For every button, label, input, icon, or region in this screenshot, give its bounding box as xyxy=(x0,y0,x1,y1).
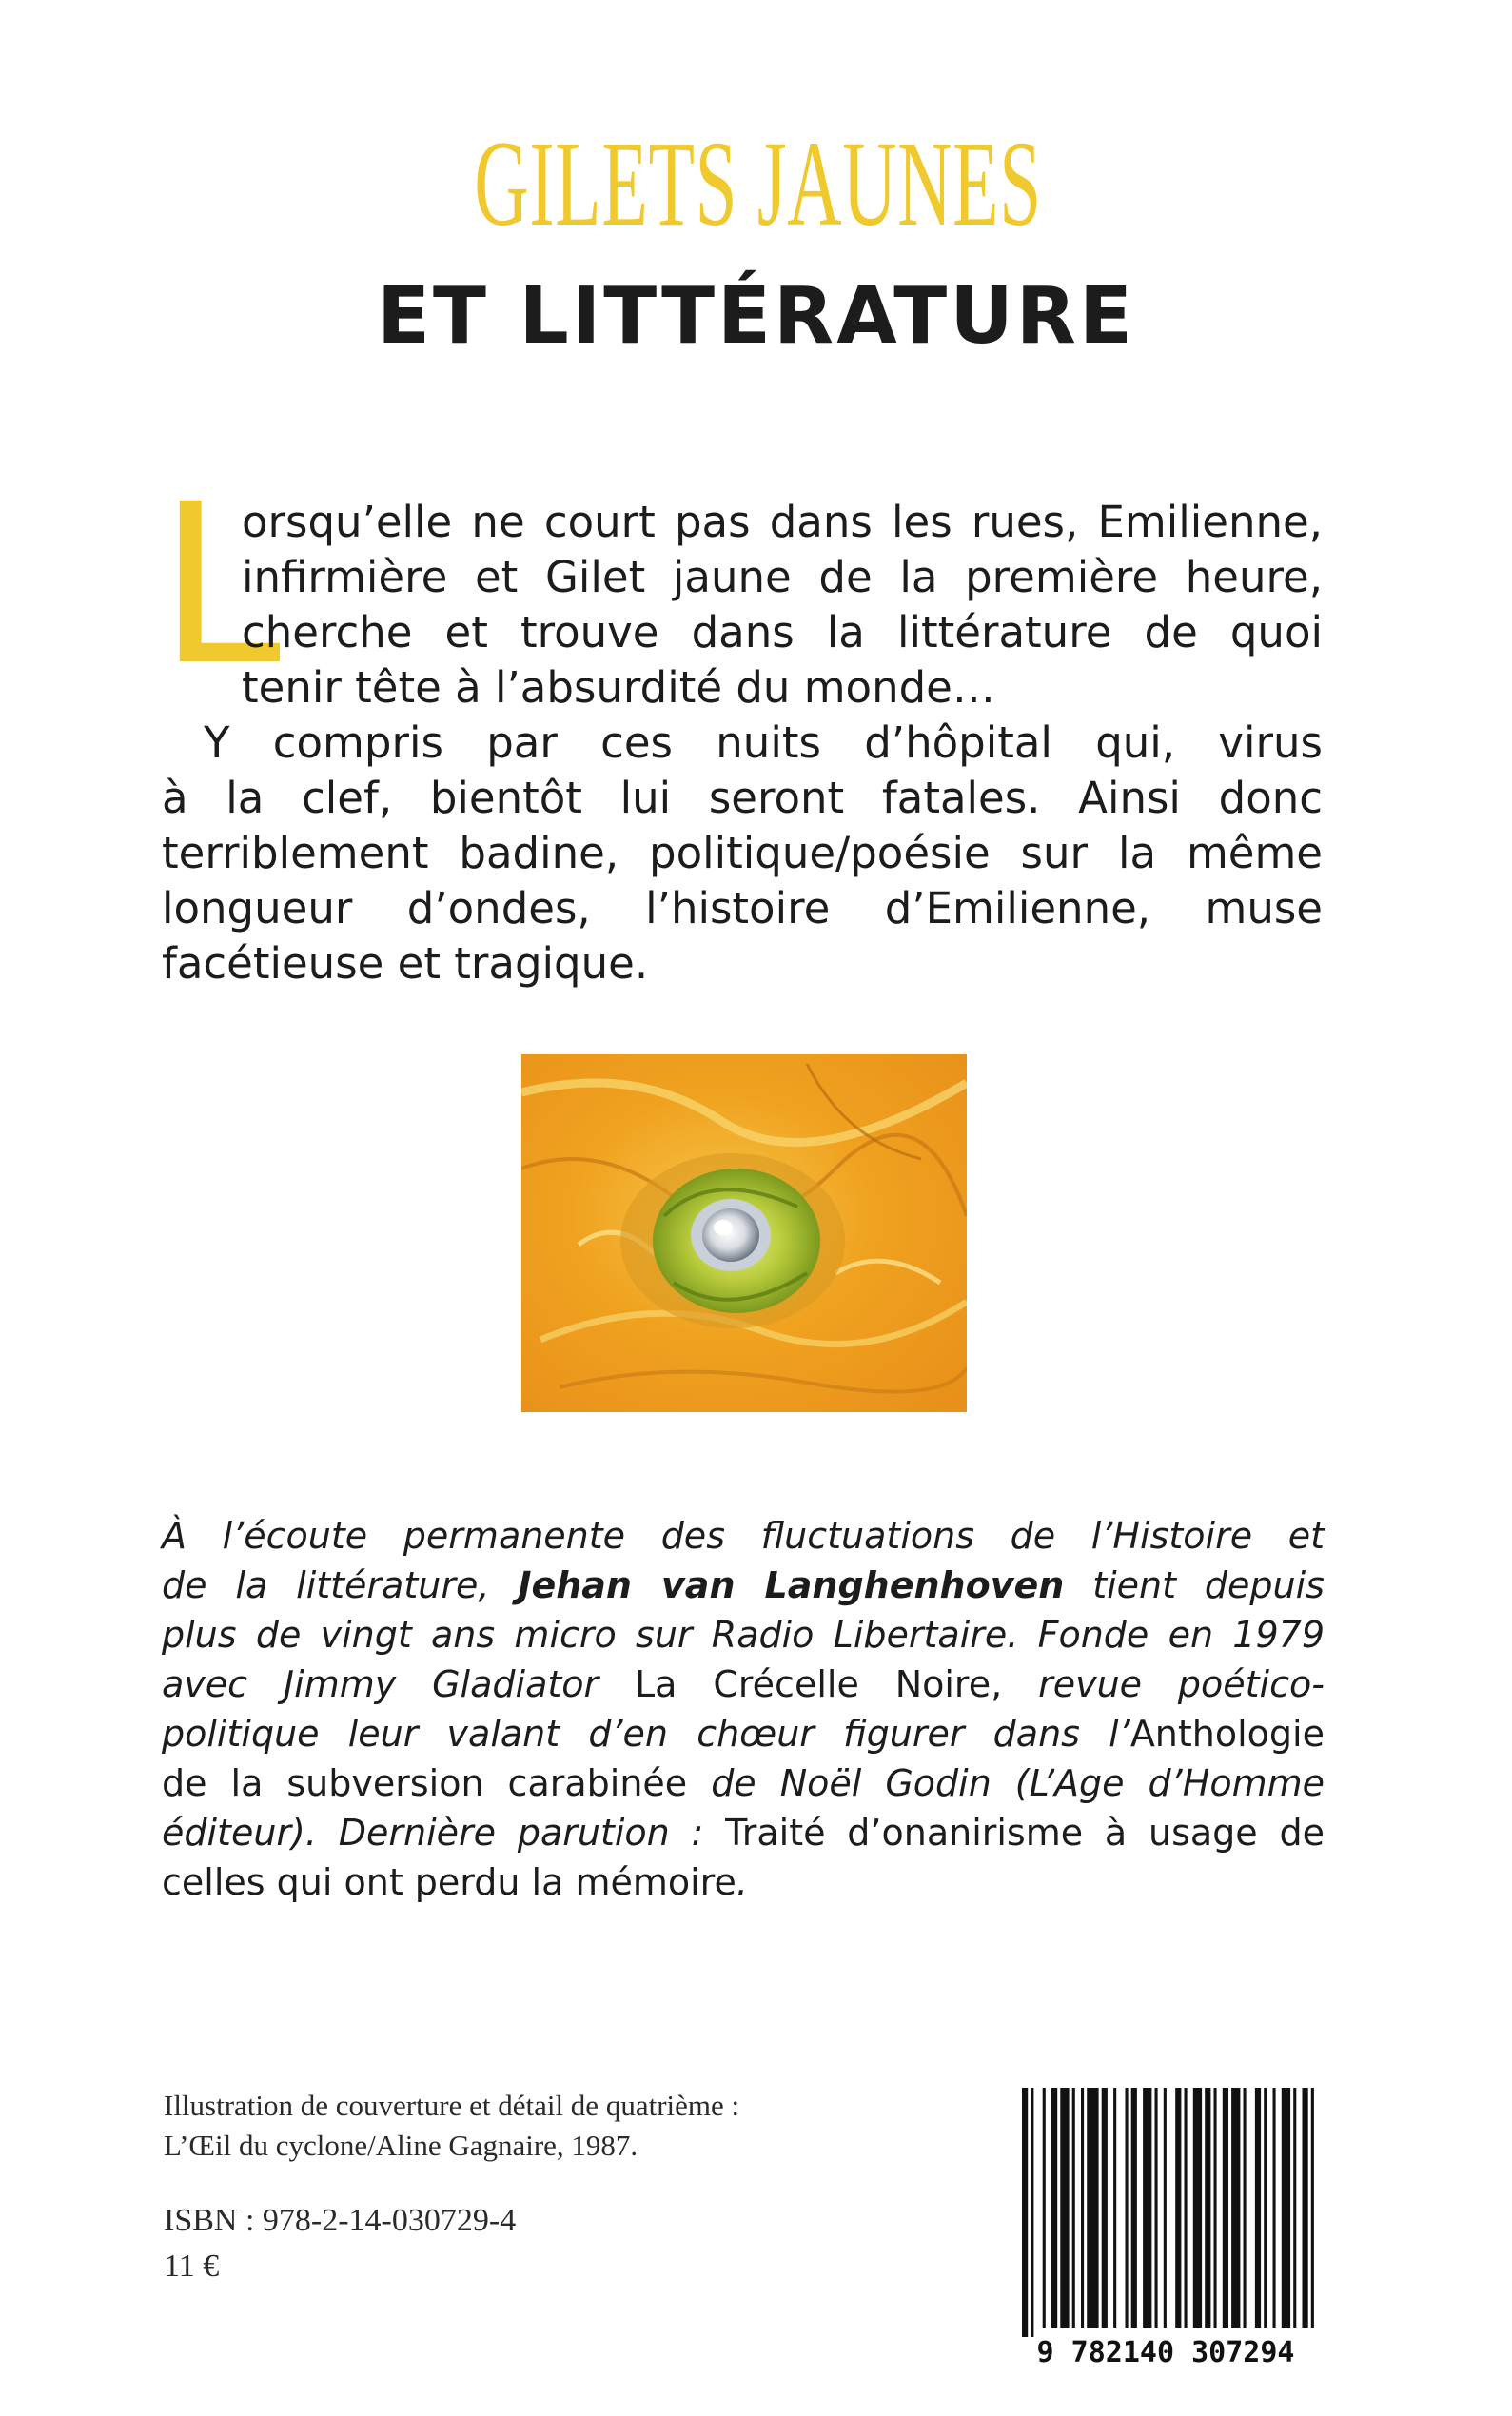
bio-line xyxy=(162,1808,1325,1857)
bio-text: plus de vingt ans micro sur Radio Libertaire. Fonde en 1979 xyxy=(162,1614,1325,1656)
isbn-number: ISBN : 978-2-14-030729-4 xyxy=(164,2203,517,2238)
author-name: Jehan van Langhenhoven xyxy=(518,1564,1065,1606)
barcode-bar xyxy=(1164,2088,1167,2328)
barcode xyxy=(1009,2084,1323,2369)
bio-line xyxy=(162,1610,1325,1660)
bio-work-title: Traité d’onanirisme à usage de xyxy=(725,1812,1325,1854)
barcode-bar xyxy=(1051,2088,1057,2328)
bio-text: À l’écoute permanente des fluctuations de l’Histoire et xyxy=(162,1515,1325,1557)
bio-text: de Noël Godin (L’Age d’Homme xyxy=(711,1762,1325,1804)
drop-cap: L xyxy=(158,457,282,714)
bio-text: avec Jimmy Gladiator xyxy=(162,1663,599,1705)
barcode-bar xyxy=(1081,2088,1084,2328)
barcode-bar xyxy=(1303,2088,1308,2328)
bio-text: revue poético- xyxy=(1038,1663,1325,1705)
blurb-paragraph-1 xyxy=(158,457,1323,716)
blurb-line: infirmière et Gilet jaune de la première heure, xyxy=(242,552,1323,602)
bio-line xyxy=(162,1758,1325,1808)
barcode-bars xyxy=(1022,2088,1314,2337)
barcode-bar xyxy=(1244,2088,1247,2328)
credits-line: L’Œil du cyclone/Aline Gagnaire, 1987. xyxy=(164,2129,638,2162)
credits-line: Illustration de couverture et détail de quatrième : xyxy=(164,2089,740,2122)
blurb-line: terriblement badine, politique/poésie sur la même xyxy=(162,828,1323,878)
barcode-bar xyxy=(1193,2088,1202,2328)
barcode-bar xyxy=(1155,2088,1158,2328)
barcode-bar xyxy=(1031,2088,1033,2337)
barcode-bar xyxy=(1231,2088,1240,2328)
bio-text: . xyxy=(736,1861,748,1903)
bio-line xyxy=(162,1561,1325,1610)
bio-work-title: celles qui ont perdu la mémoire xyxy=(162,1861,736,1903)
barcode-bar xyxy=(1126,2088,1129,2328)
bio-line xyxy=(162,1709,1325,1758)
blurb-line: Y compris par ces nuits d’hôpital qui, virus xyxy=(204,717,1323,768)
illustration-credits xyxy=(164,2086,739,2166)
barcode-bar xyxy=(1043,2088,1046,2328)
blurb-paragraph-2 xyxy=(162,716,1323,992)
barcode-digits: 9 782140 307294 xyxy=(1036,2336,1295,2369)
price: 11 € xyxy=(164,2249,220,2284)
bio-line xyxy=(162,1511,1325,1561)
bio-work-title: Anthologie xyxy=(1129,1713,1325,1755)
blurb-line: orsqu’elle ne court pas dans les rues, Emilienne, xyxy=(242,497,1323,547)
barcode-bar xyxy=(1205,2088,1210,2328)
bio-text: tient depuis xyxy=(1092,1564,1325,1606)
barcode-bar xyxy=(1185,2088,1188,2328)
bio-work-title: de la subversion carabinée xyxy=(162,1762,688,1804)
barcode-bar xyxy=(1282,2088,1290,2328)
blurb-line: cherche et trouve dans la littérature de quoi xyxy=(242,607,1323,658)
barcode-bar xyxy=(1072,2088,1075,2328)
barcode-bar xyxy=(1264,2088,1267,2328)
book-title: GILETS JAUNES xyxy=(474,116,1042,251)
barcode-bar xyxy=(1311,2088,1314,2328)
bio-work-title: La Crécelle Noire, xyxy=(635,1663,1003,1705)
author-bio xyxy=(162,1511,1325,1907)
isbn-block xyxy=(164,2198,516,2289)
cover-illustration-detail xyxy=(521,1054,967,1412)
bio-text: de la littérature, xyxy=(162,1564,490,1606)
barcode-bar xyxy=(1143,2088,1151,2328)
barcode-bar xyxy=(1175,2088,1181,2328)
bio-text: politique leur valant d’en chœur figurer dans l’ xyxy=(162,1713,1130,1755)
barcode-bar xyxy=(1273,2088,1276,2328)
blurb-line: à la clef, bientôt lui seront fatales. Ainsi donc xyxy=(162,773,1323,823)
book-subtitle: ET LITTÉRATURE xyxy=(377,271,1135,362)
bio-text: éditeur). Dernière parution : xyxy=(162,1812,704,1854)
barcode-bar xyxy=(1131,2088,1137,2328)
blurb-line: longueur d’ondes, l’histoire d’Emilienne, muse xyxy=(162,883,1323,933)
bio-line xyxy=(162,1857,1325,1907)
barcode-bar xyxy=(1113,2088,1116,2328)
barcode-bar xyxy=(1022,2088,1028,2337)
barcode-bar xyxy=(1214,2088,1217,2328)
back-cover-blurb xyxy=(158,457,1323,992)
barcode-bar xyxy=(1223,2088,1228,2328)
barcode-bar xyxy=(1255,2088,1261,2328)
bio-line xyxy=(162,1660,1325,1709)
barcode-bar xyxy=(1102,2088,1108,2328)
blurb-line: tenir tête à l’absurdité du monde… xyxy=(242,662,995,713)
barcode-bar xyxy=(1293,2088,1296,2328)
barcode-bar xyxy=(1060,2088,1069,2328)
barcode-bar xyxy=(1087,2088,1098,2328)
blurb-line: facétieuse et tragique. xyxy=(162,938,649,989)
